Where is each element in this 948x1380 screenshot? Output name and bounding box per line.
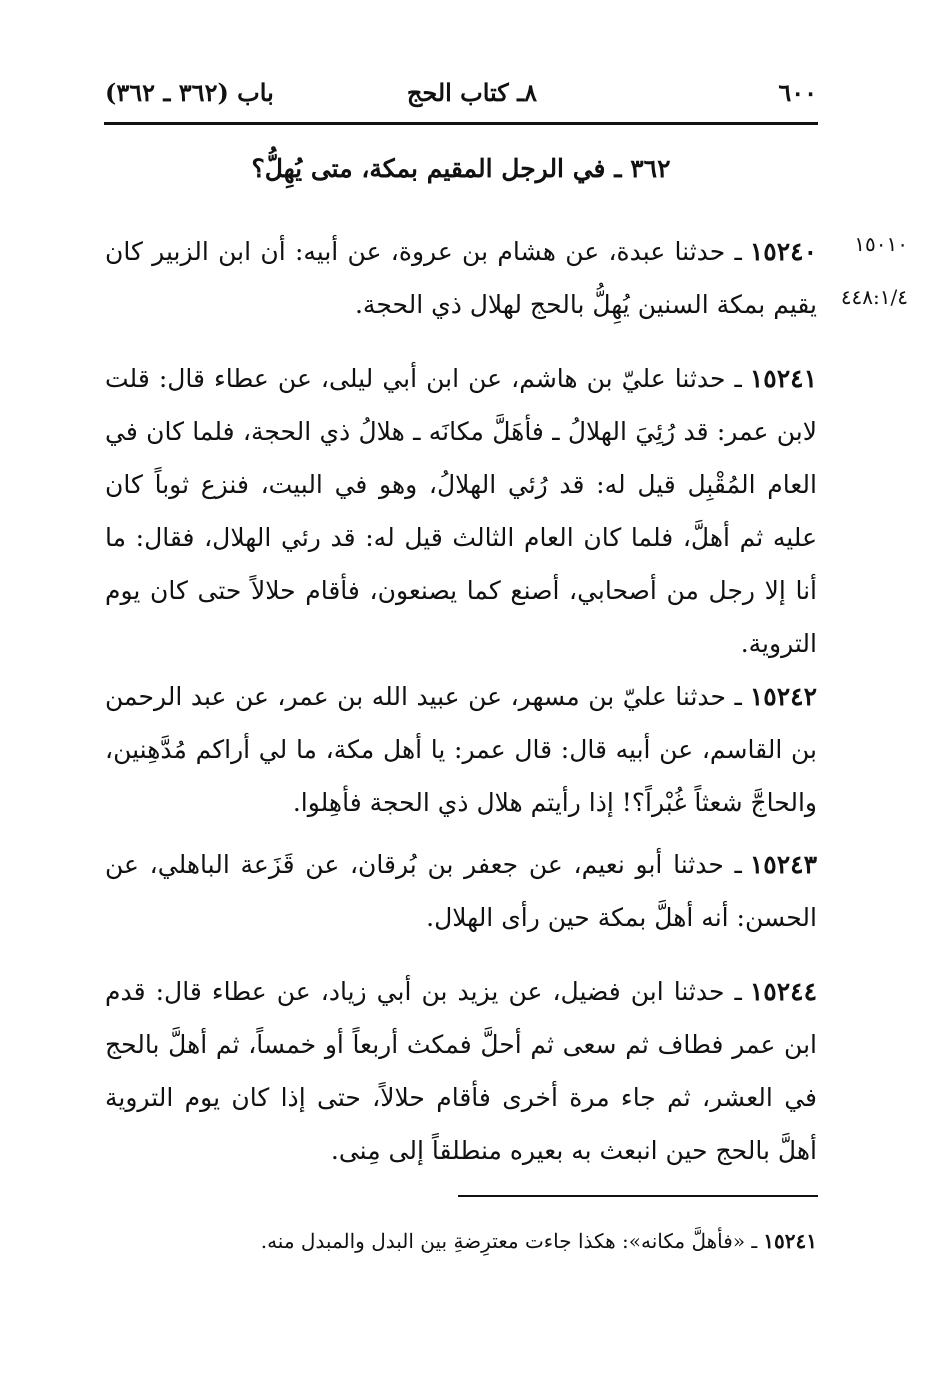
hadith-text: ـ حدثنا ابن فضيل، عن يزيد بن أبي زياد، عن عطاء قال: قدم ابن عمر فطاف ثم سعى ثم أحلَّ فمكث أربعاً أو خمساً، ثم أهلَّ بالحج في العشر، ثم جاء مرة أخرى فأقام حلالاً، حتى إذا كان يوم التروية أهلَّ بالحج حين انبعث به بعيره منطلقاً إلى مِنى. — [105, 977, 817, 1165]
hadith-15242 — [105, 670, 817, 829]
hadith-text: ـ حدثنا عليّ بن هاشم، عن ابن أبي ليلى، عن عطاء قال: قلت لابن عمر: قد رُئِيَ الهلالُ ـ فأهَلَّ مكانَه ـ هلالُ ذي الحجة، فلما كان في العام المُقْبِل قيل له: قد رُئي الهلالُ، وهو في البيت، فنزع ثوباً كان عليه ثم أهلَّ، فلما كان العام الثالث قيل له: قد رئي الهلال، فقال: ما أنا إلا رجل من أصحابي، أصنع كما يصنعون، فأقام حلالاً حتى كان يوم التروية. — [105, 364, 817, 658]
hadith-number: ١٥٢٤٢ — [749, 682, 817, 711]
hadith-15244 — [105, 965, 817, 1177]
page-number: ٦٠٠ — [778, 78, 817, 107]
footnote — [105, 1225, 817, 1257]
hadith-number: ١٥٢٤٣ — [749, 850, 817, 879]
hadith-text: ـ حدثنا عبدة، عن هشام بن عروة، عن أبيه: أن ابن الزبير كان يقيم بمكة السنين يُهِلُّ بالحج لهلال ذي الحجة. — [105, 237, 817, 319]
hadith-number: ١٥٢٤١ — [749, 364, 817, 393]
hadith-15240 — [105, 225, 817, 331]
footnote-text: ـ «فأهلَّ مكانه»: هكذا جاءت معترِضةِ بين البدل والمبدل منه. — [260, 1229, 758, 1253]
book-title: ٨ـ كتاب الحج — [406, 78, 537, 107]
hadith-15243 — [105, 838, 817, 944]
footnote-rule — [458, 1195, 818, 1197]
hadith-number: ١٥٢٤٠ — [749, 237, 817, 266]
margin-note-cross-ref: ١٥٠١٠ — [854, 232, 908, 256]
hadith-number: ١٥٢٤٤ — [749, 977, 817, 1006]
chapter-range: باب (٣٦٢ ـ ٣٦٢) — [105, 78, 274, 107]
footnote-number: ١٥٢٤١ — [763, 1229, 817, 1253]
hadith-15241 — [105, 352, 817, 670]
hadith-text: ـ حدثنا عليّ بن مسهر، عن عبيد الله بن عمر، عن عبد الرحمن بن القاسم، عن أبيه قال: قال عمر: يا أهل مكة، ما لي أراكم مُدَّهِنين، والحاجَّ شعثاً غُبْراً؟! إذا رأيتم هلال ذي الحجة فأهِلوا. — [105, 682, 817, 817]
running-header — [105, 78, 817, 114]
chapter-title: ٣٦٢ ـ في الرجل المقيم بمكة، متى يُهِلُّ؟ — [251, 154, 671, 183]
header-rule — [104, 122, 818, 125]
hadith-text: ـ حدثنا أبو نعيم، عن جعفر بن بُرقان، عن قَزَعة الباهلي، عن الحسن: أنه أهلَّ بمكة حين رأى الهلال. — [105, 850, 817, 932]
margin-note-volume-ref: ٤٤٨:١/٤ — [840, 285, 908, 309]
